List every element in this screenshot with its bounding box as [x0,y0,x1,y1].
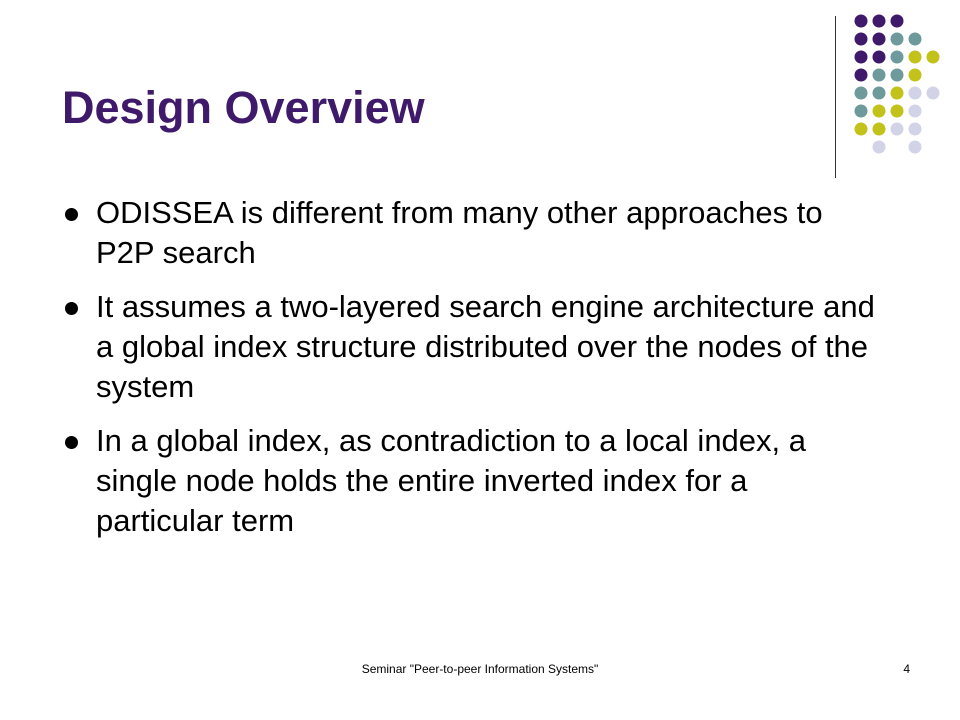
slide-title: Design Overview [62,82,425,133]
decorative-dot [891,87,904,100]
decorative-dot [873,141,886,154]
decorative-dot [927,87,940,100]
bullet-text: It assumes a two-layered search engine architecture and a global index structure distributed over the nodes of the system [96,289,875,404]
decorative-dot [891,15,904,28]
bullet-text: In a global index, as contradiction to a local index, a single node holds the entire inverted index for a particular term [96,423,807,538]
decorative-dot [873,123,886,136]
decorative-dot [909,51,922,64]
bullet-dot-icon [65,208,78,221]
decorative-dot [909,123,922,136]
decorative-dot [873,33,886,46]
bullet-dot-icon [65,436,78,449]
bullet-item [62,193,882,273]
decorative-dot [873,105,886,118]
decorative-dot [891,105,904,118]
bullet-item [62,287,882,407]
bullet-dot-icon [65,302,78,315]
decorative-dot [873,69,886,82]
decorative-dot [873,51,886,64]
decorative-dot [873,15,886,28]
decorative-dot [855,123,868,136]
decorative-dot [891,51,904,64]
decorative-dot [855,15,868,28]
bullet-text: ODISSEA is different from many other approaches to P2P search [96,195,823,270]
page-number: 4 [903,662,910,676]
bullet-list [62,193,882,555]
decorative-dot [855,69,868,82]
decorative-dot [927,51,940,64]
bullet-item [62,421,882,541]
decorative-dot [891,33,904,46]
decorative-dot [909,69,922,82]
decorative-dot [909,141,922,154]
decorative-dot [855,105,868,118]
decorative-dot [855,87,868,100]
decorative-dot [891,123,904,136]
decorative-dot [909,87,922,100]
decorative-dot [891,69,904,82]
vertical-divider [835,16,836,178]
decorative-dot [855,51,868,64]
footer-text: Seminar "Peer-to-peer Information Systems" [361,662,599,676]
decorative-dot [855,33,868,46]
decorative-dot [909,33,922,46]
decorative-dot [909,105,922,118]
decorative-dot [873,87,886,100]
